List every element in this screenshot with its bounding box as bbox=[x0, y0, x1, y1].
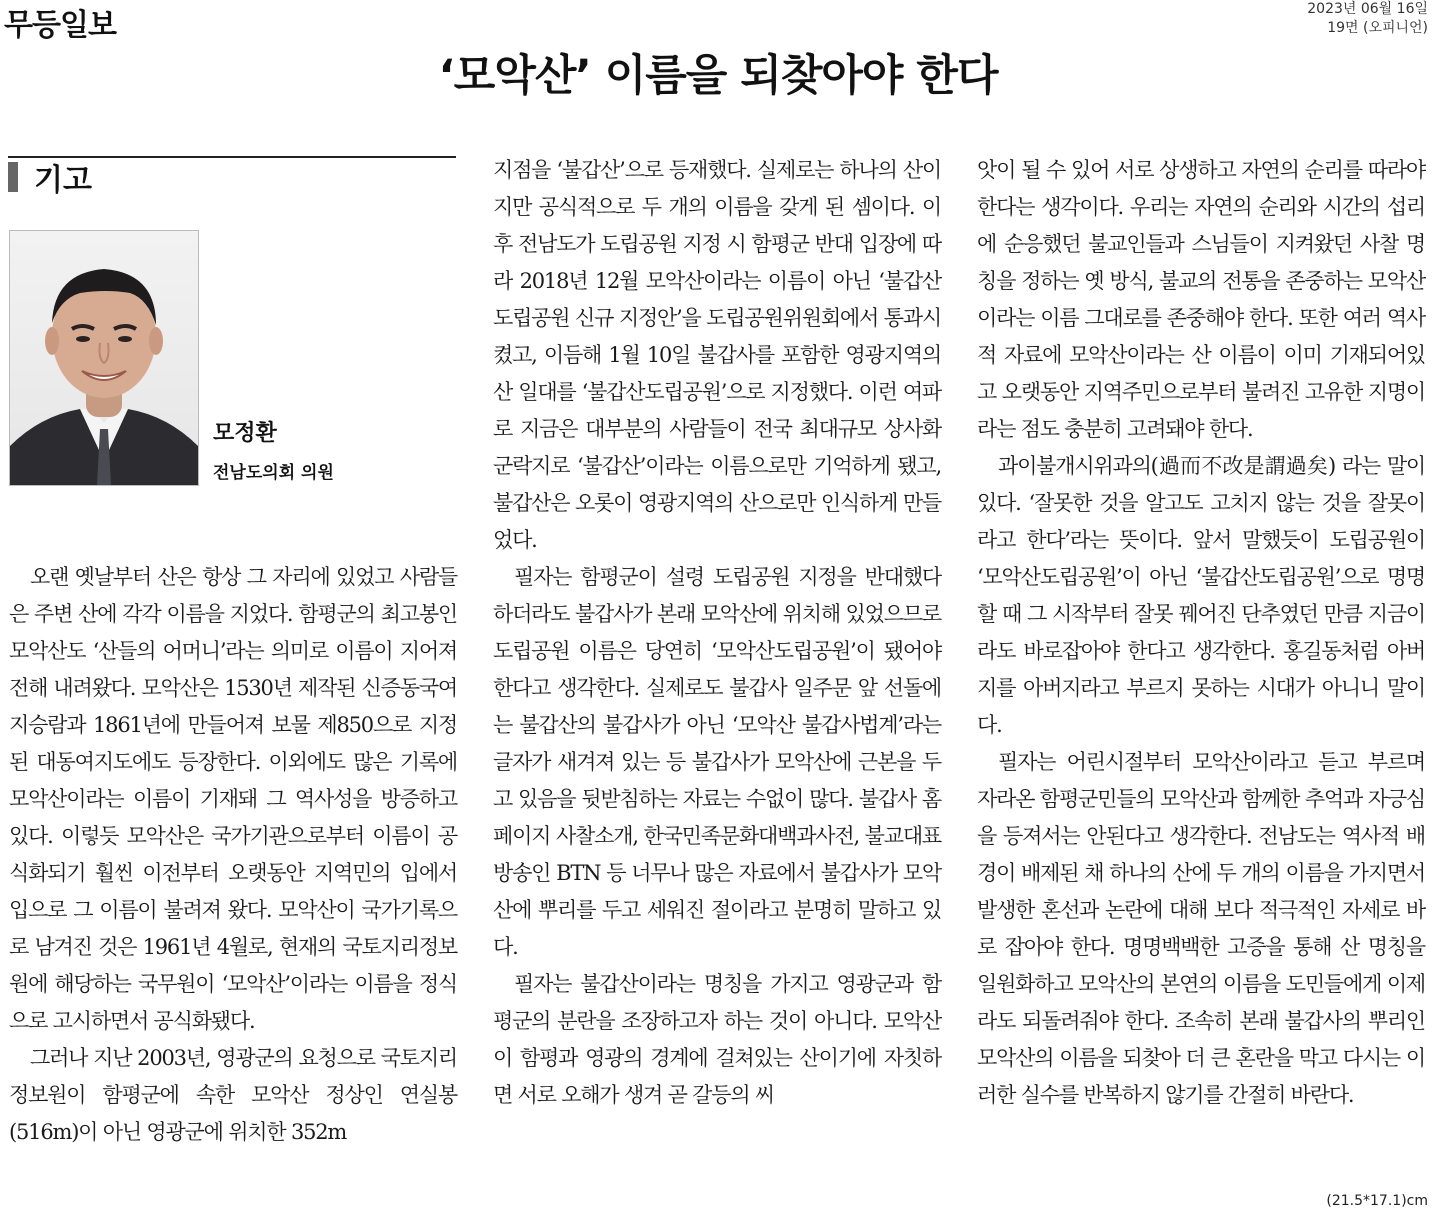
article-column-2 bbox=[493, 152, 941, 1202]
section-marker-icon bbox=[8, 162, 18, 192]
section-label-text: 기고 bbox=[34, 163, 92, 198]
article-column-1 bbox=[9, 559, 457, 1199]
paragraph: 앗이 될 수 있어 서로 상생하고 자연의 순리를 따라야 한다는 생각이다. 우리는 자연의 순리와 시간의 섭리에 순응했던 불교인들과 스님들이 지켜왔던 사찰 명칭을 정하는 옛 방식, 불교의 전통을 존중하는 모악산이라는 이름 그대로를 존중해야 한다. 또한 여러 역사적 자료에 모악산이라는 산 이름이 이미 기재되어있고 오랫동안 지역주민으로부터 불려진 고유한 지명이라는 점도 충분히 고려돼야 한다. bbox=[977, 158, 1425, 441]
dateline bbox=[1307, 0, 1428, 38]
paragraph: 필자는 함평군이 설령 도립공원 지정을 반대했다 하더라도 불갑사가 본래 모악산에 위치해 있었으므로 도립공원 이름은 당연히 ‘모악산도립공원’이 됐어야 한다고 생각한다. 실제로도 불갑사 일주문 앞 선돌에는 불갑산의 불갑사가 아닌 ‘모악산 불갑사법계’라는 글자가 새겨져 있는 등 불갑사가 모악산에 근본을 두고 있음을 뒷받침하는 자료는 수없이 많다. 불갑사 홈페이지 사찰소개, 한국민족문화대백과사전, 불교대표 방송인 BTN 등 너무나 많은 자료에서 불갑사가 모악산에 뿌리를 두고 세워진 절이라고 분명히 말하고 있다. bbox=[493, 565, 941, 959]
author-title: 전남도의회 의원 bbox=[213, 463, 334, 483]
article-headline: ‘모악산’ 이름을 되찾아야 한다 bbox=[438, 51, 998, 101]
paragraph: 필자는 불갑산이라는 명칭을 가지고 영광군과 함평군의 분란을 조장하고자 하는 것이 아니다. 모악산이 함평과 영광의 경계에 걸쳐있는 산이기에 자칫하면 서로 오해가 생겨 곧 갈등의 씨 bbox=[493, 972, 941, 1107]
paragraph: 그러나 지난 2003년, 영광군의 요청으로 국토지리정보원이 함평군에 속한 모악산 정상인 연실봉(516m)이 아닌 영광군에 위치한 352m bbox=[9, 1046, 457, 1144]
page-section: 19면 (오피니언) bbox=[1327, 20, 1428, 36]
paragraph: 필자는 어린시절부터 모악산이라고 듣고 부르며 자라온 함평군민들의 모악산과 함께한 추억과 자긍심을 등져서는 안된다고 생각한다. 전남도는 역사적 배경이 배제된 채 하나의 산에 두 개의 이름을 가지면서 발생한 혼선과 논란에 대해 보다 적극적인 자세로 바로 잡아야 한다. 명명백백한 고증을 통해 산 명칭을 일원화하고 모악산의 본연의 이름을 도민들에게 이제라도 되돌려줘야 한다. 조속히 본래 불갑사의 뿌리인 모악산의 이름을 되찾아 더 큰 혼란을 막고 다시는 이러한 실수를 반복하지 않기를 간절히 바란다. bbox=[977, 750, 1425, 1107]
clipping-size-note: (21.5*17.1)cm bbox=[1326, 1193, 1428, 1209]
publication-date: 2023년 06월 16일 bbox=[1307, 1, 1428, 17]
paragraph: 지점을 ‘불갑산’으로 등재했다. 실제로는 하나의 산이지만 공식적으로 두 개의 이름을 갖게 된 셈이다. 이후 전남도가 도립공원 지정 시 함평군 반대 입장에 따라 2018년 12월 모악산이라는 이름이 아닌 ‘불갑산도립공원 신규 지정안’을 도립공원위원회에서 통과시켰고, 이듬해 1월 10일 불갑사를 포함한 영광지역의 산 일대를 ‘불갑산도립공원’으로 지정했다. 이런 여파로 지금은 대부분의 사람들이 전국 최대규모 상사화 군락지로 ‘불갑산’이라는 이름으로만 기억하게 됐고, 불갑산은 오롯이 영광지역의 산으로만 인식하게 만들었다. bbox=[493, 158, 941, 552]
portrait-photo-icon bbox=[10, 231, 198, 485]
author-name: 모정환 bbox=[213, 421, 277, 446]
article-column-3 bbox=[977, 152, 1425, 1202]
author-photo bbox=[9, 230, 199, 486]
section-label bbox=[8, 160, 92, 198]
newspaper-masthead: 무등일보 bbox=[4, 8, 116, 43]
paragraph: 과이불개시위과의(過而不改是謂過矣) 라는 말이 있다. ‘잘못한 것을 알고도 고치지 않는 것을 잘못이라고 한다’라는 뜻이다. 앞서 말했듯이 도립공원이 ‘모악산도립공원’이 아닌 ‘불갑산도립공원’으로 명명할 때 그 시작부터 잘못 꿰어진 단추였던 만큼 지금이라도 바로잡아야 한다고 생각한다. 홍길동처럼 아버지를 아버지라고 부르지 못하는 시대가 아니니 말이다. bbox=[977, 454, 1425, 737]
paragraph: 오랜 옛날부터 산은 항상 그 자리에 있었고 사람들은 주변 산에 각각 이름을 지었다. 함평군의 최고봉인 모악산도 ‘산들의 어머니’라는 의미로 이름이 지어져 전해 내려왔다. 모악산은 1530년 제작된 신증동국여지승람과 1861년에 만들어져 보물 제850으로 지정된 대동여지도에도 등장한다. 이외에도 많은 기록에 모악산이라는 이름이 기재돼 그 역사성을 방증하고 있다. 이렇듯 모악산은 국가기관으로부터 이름이 공식화되기 훨씬 이전부터 오랫동안 지역민의 입에서 입으로 그 이름이 불려져 왔다. 모악산이 국가기록으로 남겨진 것은 1961년 4월로, 현재의 국토지리정보원에 해당하는 국무원이 ‘모악산’이라는 이름을 정식으로 고시하면서 공식화됐다. bbox=[9, 565, 457, 1033]
